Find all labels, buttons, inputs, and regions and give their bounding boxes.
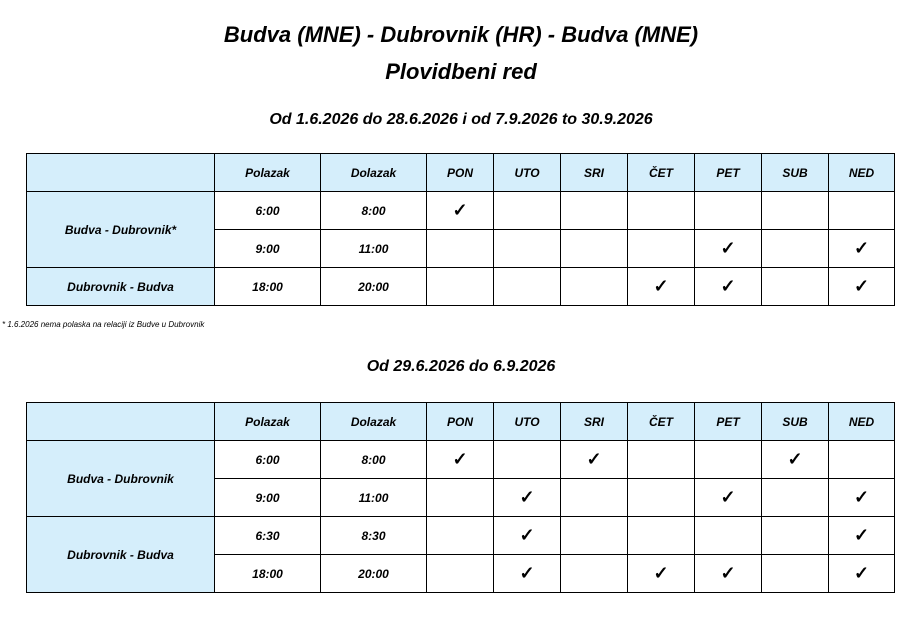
period1-schedule-table [26,153,895,306]
day-cell-sri [561,268,628,306]
day-cell-sri [561,555,628,593]
column-header: SUB [762,403,829,441]
checkmark-icon: ✓ [628,268,695,306]
period2-schedule-table [26,402,895,593]
departure-time: 6:00 [215,441,321,479]
checkmark-icon: ✓ [695,268,762,306]
checkmark-icon: ✓ [695,230,762,268]
arrival-time: 20:00 [321,555,427,593]
day-cell-sub [762,555,829,593]
day-cell-pet [695,192,762,230]
day-cell-pon [427,517,494,555]
schedule-row [27,268,895,306]
day-cell-cet [628,192,695,230]
checkmark-icon: ✓ [628,555,695,593]
arrival-time: 11:00 [321,230,427,268]
column-header: Polazak [215,154,321,192]
column-header: ČET [628,154,695,192]
column-header: PET [695,403,762,441]
title-line-2: Plovidbeni red [385,59,537,84]
checkmark-icon: ✓ [427,441,494,479]
arrival-time: 20:00 [321,268,427,306]
header-row [27,154,895,192]
column-header: SRI [561,403,628,441]
header-corner [27,154,215,192]
day-cell-sri [561,517,628,555]
route-name: Budva - Dubrovnik* [27,192,215,268]
header-corner [27,403,215,441]
header-row [27,403,895,441]
checkmark-icon: ✓ [762,441,829,479]
day-cell-sub [762,479,829,517]
column-header: Polazak [215,403,321,441]
column-header: PET [695,154,762,192]
day-cell-uto [494,441,561,479]
checkmark-icon: ✓ [829,268,895,306]
checkmark-icon: ✓ [494,555,561,593]
day-cell-pet [695,441,762,479]
day-cell-uto [494,192,561,230]
column-header: NED [829,154,895,192]
schedule-row [27,192,895,230]
day-cell-ned [829,192,895,230]
period2-subtitle: Od 29.6.2026 do 6.9.2026 [366,358,556,375]
departure-time: 9:00 [215,479,321,517]
day-cell-uto [494,268,561,306]
day-cell-pon [427,268,494,306]
column-header: PON [427,154,494,192]
checkmark-icon: ✓ [829,517,895,555]
column-header: SRI [561,154,628,192]
schedule-row [27,441,895,479]
day-cell-ned [829,441,895,479]
arrival-time: 11:00 [321,479,427,517]
day-cell-cet [628,479,695,517]
departure-time: 18:00 [215,555,321,593]
day-cell-sri [561,192,628,230]
checkmark-icon: ✓ [695,555,762,593]
arrival-time: 8:00 [321,192,427,230]
checkmark-icon: ✓ [829,230,895,268]
checkmark-icon: ✓ [427,192,494,230]
departure-time: 6:30 [215,517,321,555]
column-header: SUB [762,154,829,192]
checkmark-icon: ✓ [829,555,895,593]
day-cell-sri [561,479,628,517]
route-name: Dubrovnik - Budva [27,517,215,593]
day-cell-sri [561,230,628,268]
day-cell-cet [628,441,695,479]
day-cell-pon [427,230,494,268]
checkmark-icon: ✓ [695,479,762,517]
day-cell-sub [762,192,829,230]
checkmark-icon: ✓ [494,479,561,517]
column-header: UTO [494,154,561,192]
column-header: NED [829,403,895,441]
day-cell-pon [427,555,494,593]
title-line-1: Budva (MNE) - Dubrovnik (HR) - Budva (MNE) [223,22,699,47]
column-header: PON [427,403,494,441]
period1-subtitle: Od 1.6.2026 do 28.6.2026 i od 7.9.2026 to 30.9.2026 [269,111,653,128]
column-header: Dolazak [321,154,427,192]
day-cell-pet [695,517,762,555]
route-name: Budva - Dubrovnik [27,441,215,517]
schedule-row [27,517,895,555]
checkmark-icon: ✓ [561,441,628,479]
departure-time: 9:00 [215,230,321,268]
column-header: UTO [494,403,561,441]
checkmark-icon: ✓ [494,517,561,555]
day-cell-cet [628,230,695,268]
checkmark-icon: ✓ [829,479,895,517]
period1-footnote: * 1.6.2026 nema polaska na relaciji iz Budve u Dubrovnik [2,320,205,329]
column-header: Dolazak [321,403,427,441]
arrival-time: 8:30 [321,517,427,555]
day-cell-uto [494,230,561,268]
day-cell-cet [628,517,695,555]
day-cell-sub [762,230,829,268]
column-header: ČET [628,403,695,441]
day-cell-sub [762,517,829,555]
departure-time: 6:00 [215,192,321,230]
route-name: Dubrovnik - Budva [27,268,215,306]
day-cell-sub [762,268,829,306]
departure-time: 18:00 [215,268,321,306]
arrival-time: 8:00 [321,441,427,479]
day-cell-pon [427,479,494,517]
